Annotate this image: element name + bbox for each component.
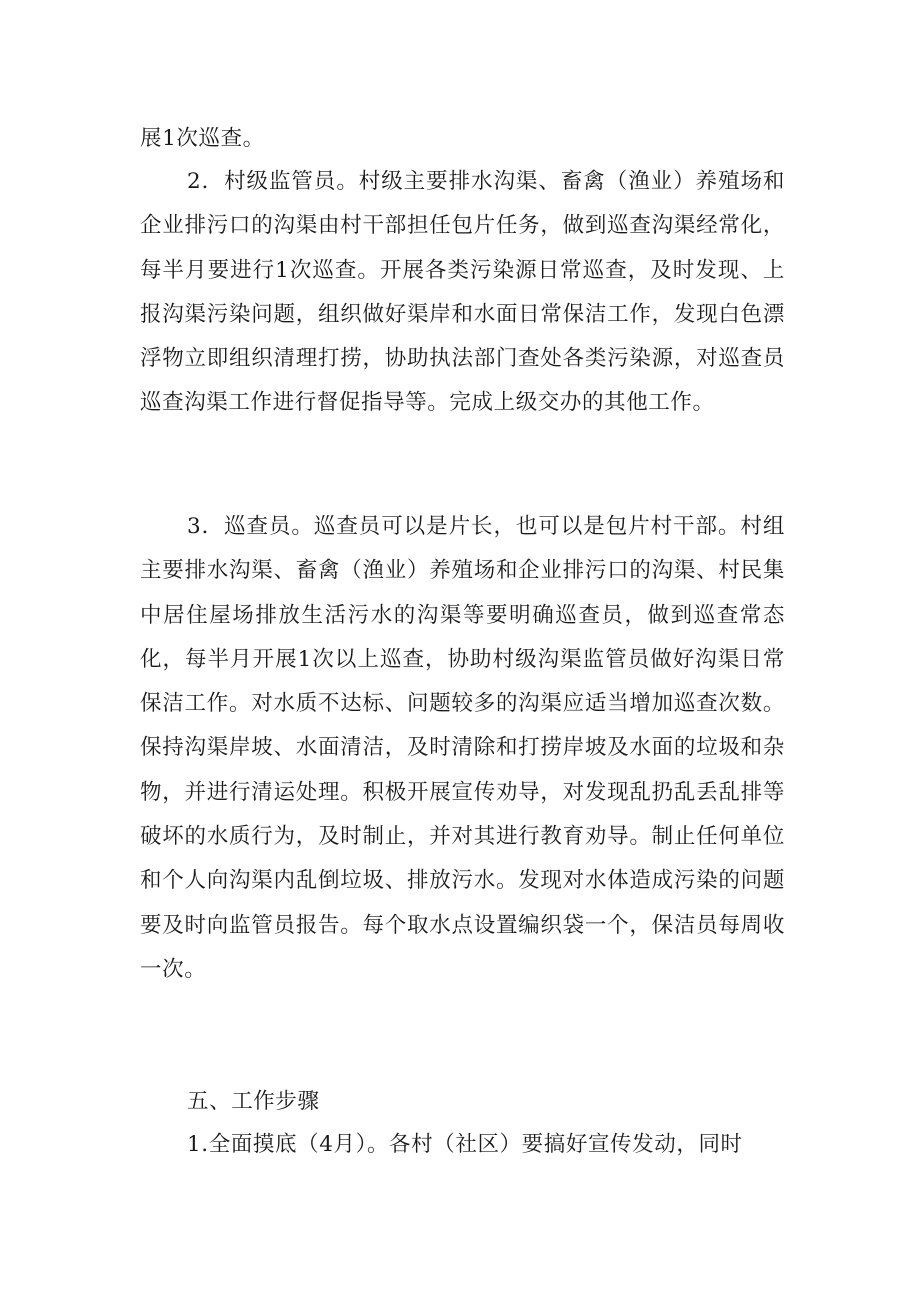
paragraph-village-supervisor: 2．村级监管员。村级主要排水沟渠、畜禽（渔业）养殖场和企业排污口的沟渠由村干部担任包片任务，做到巡查沟渠经常化，每半月要进行1次巡查。开展各类污染源日常巡查，及时发现、上报沟渠污染问题，组织做好渠岸和水面日常保洁工作，发现白色漂浮物立即组织清理打捞，协助执法部门查处各类污染源，对巡查员巡查沟渠工作进行督促指导等。完成上级交办的其他工作。 — [140, 169, 785, 416]
paragraph-continuation: 展1次巡查。 — [140, 126, 265, 151]
paragraph-step-1: 1.全面摸底（4月）。各村（社区）要搞好宣传发动，同时 — [187, 1132, 743, 1157]
paragraph-inspector: 3．巡查员。巡查员可以是片长，也可以是包片村干部。村组主要排水沟渠、畜禽（渔业）养殖场和企业排污口的沟渠、村民集中居住屋场排放生活污水的沟渠等要明确巡查员，做到巡查常态化，每半月开展1次以上巡查，协助村级沟渠监管员做好沟渠日常保洁工作。对水质不达标、问题较多的沟渠应适当增加巡查次数。保持沟渠岸坡、水面清洁，及时清除和打捞岸坡及水面的垃圾和杂物，并进行清运处理。积极开展宣传劝导，对发现乱扔乱丢乱排等破坏的水质行为，及时制止，并对其进行教育劝导。制止任何单位和个人向沟渠内乱倒垃圾、排放污水。发现对水体造成污染的问题要及时向监管员报告。每个取水点设置编织袋一个，保洁员每周收一次。 — [140, 514, 785, 982]
section-heading-work-steps: 五、工作步骤 — [187, 1089, 320, 1114]
